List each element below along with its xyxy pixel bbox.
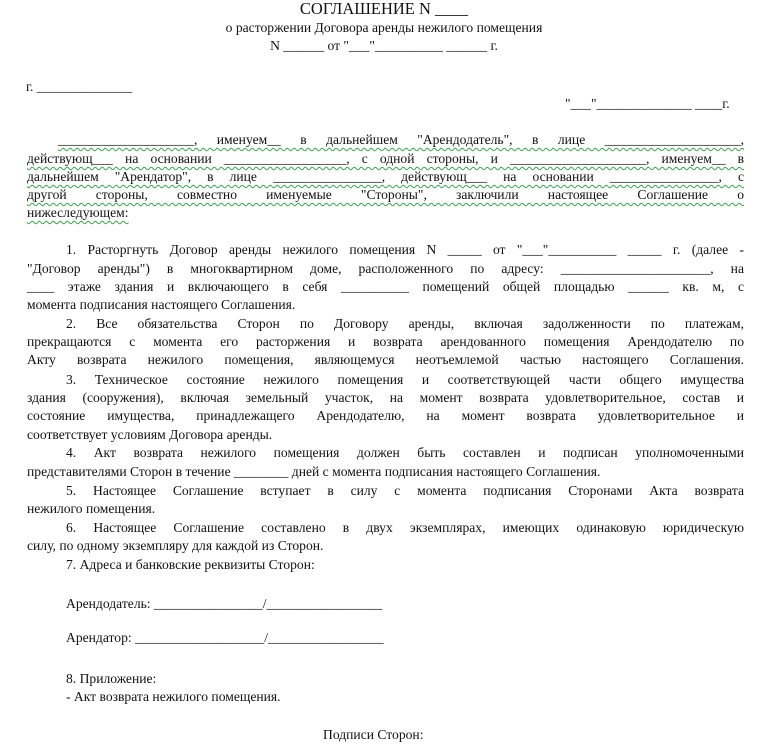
- preamble-line: другой стороны, совместно именуемые "Стороны", заключили настоящее Соглашение о: [27, 187, 744, 202]
- clause-line: Акту возврата нежилого помещения, являющемуся неотъемлемой частью настоящего Соглашения.: [27, 352, 744, 367]
- clause-line: "Договор аренды") в многоквартирном доме, расположенного по адресу: ______________________, на: [27, 261, 744, 276]
- clause-line: 2. Все обязательства Сторон по Договору аренды, включая задолженности по платежам,: [66, 316, 744, 331]
- doc-subtitle: о расторжении Договора аренды нежилого помещения: [225, 20, 543, 35]
- clause-line: состояние имущества, принадлежащего Арендодателю, на момент возврата удовлетворительное и: [27, 408, 744, 423]
- tenant-line: Арендатор: ___________________/_________________: [66, 630, 384, 645]
- attachment-heading: 8. Приложение:: [66, 671, 157, 686]
- clause-line: 1. Расторгнуть Договор аренды нежилого помещения N _____ от "___"__________ _____ г. (далее -: [66, 242, 744, 257]
- date-line: "___"______________ ____г.: [565, 96, 730, 111]
- doc-contract-number: N ______ от "___"__________ ______ г.: [270, 38, 498, 53]
- clause-line: 3. Техническое состояние нежилого помещения и соответствующей части общего имущества: [66, 372, 744, 387]
- clause-line: 5. Настоящее Соглашение вступает в силу с момента подписания Сторонами Акта возврата: [66, 483, 744, 498]
- landlord-line: Арендодатель: ________________/_________________: [66, 596, 383, 611]
- clause-line: соответствует условиям Договора аренды.: [27, 427, 273, 442]
- clause-line: ____ этаже здания и включающего в себя __________ помещений общей площадью ______ кв. м, с: [27, 279, 744, 294]
- clause-line: 7. Адреса и банковские реквизиты Сторон:: [66, 557, 315, 572]
- preamble-line: нижеследующем:: [27, 205, 129, 220]
- city-line: г. ______________: [26, 79, 132, 94]
- attachment-item: - Акт возврата нежилого помещения.: [66, 689, 281, 704]
- clause-line: 4. Акт возврата нежилого помещения должен быть составлен и подписан уполномоченными: [66, 445, 744, 460]
- clause-line: 6. Настоящее Соглашение составлено в двух экземплярах, имеющих одинаковую юридическую: [66, 520, 744, 535]
- signatures-heading: Подписи Сторон:: [323, 727, 424, 742]
- preamble-line: дальнейшем "Арендатор", в лице ________________, действующ___ на основании ________________, с: [27, 169, 744, 184]
- preamble-line: ____________________, именуем__ в дальнейшем "Арендодатель", в лице ____________________,: [58, 132, 744, 147]
- clause-line: здания (сооружения), включая земельный участок, на момент возврата удовлетворительное, состав и: [27, 390, 744, 405]
- clause-line: прекращаются с момента его расторжения и возврата арендованного помещения Арендодателю по: [27, 334, 744, 349]
- clause-line: момента подписания настоящего Соглашения.: [27, 297, 296, 312]
- clause-line: представителями Сторон в течение ________ дней с момента подписания настоящего Соглашения.: [27, 464, 601, 479]
- doc-title: СОГЛАШЕНИЕ N ____: [299, 0, 469, 18]
- preamble-line: действующ___ на основании __________________, с одной стороны, и ____________________, именуем__ в: [27, 151, 744, 166]
- clause-line: силу, по одному экземпляру для каждой из Сторон.: [27, 538, 324, 553]
- clause-line: нежилого помещения.: [27, 501, 156, 516]
